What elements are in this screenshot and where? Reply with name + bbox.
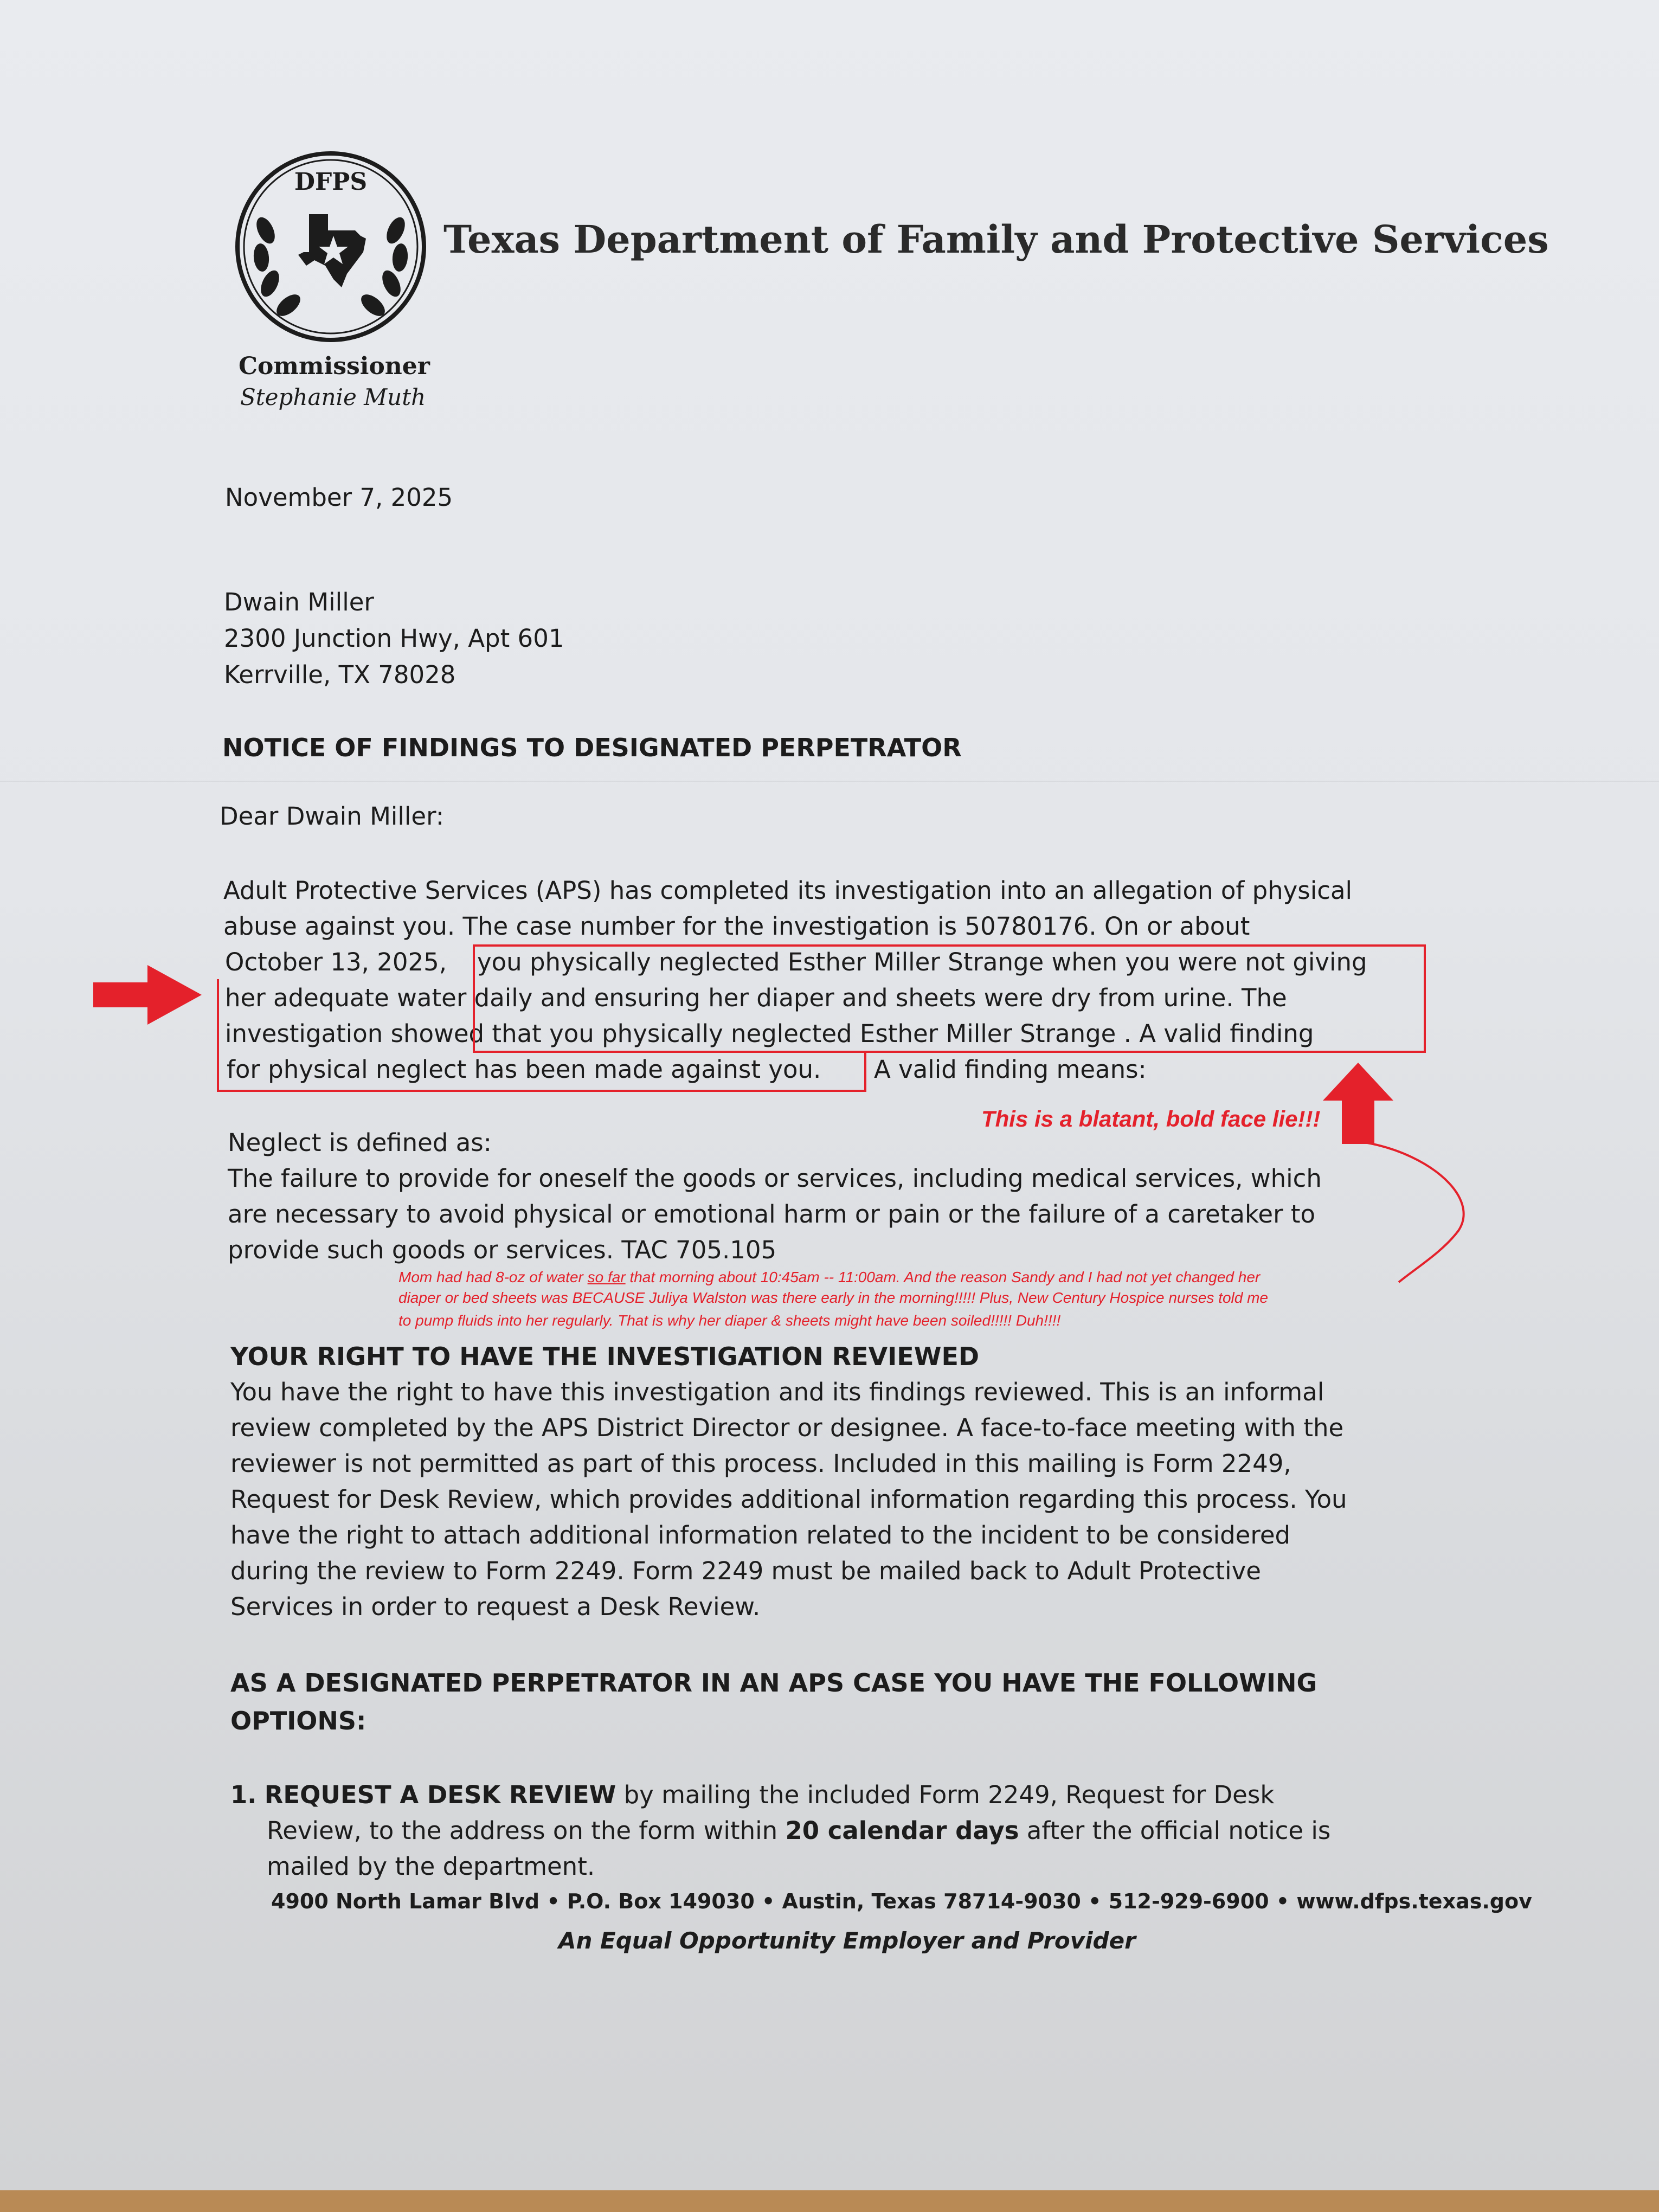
review-line-1: You have the right to have this investigation and its findings reviewed. This is an informal <box>230 1378 1324 1406</box>
option-1-line2-bold: 20 calendar days <box>785 1816 1019 1845</box>
salutation: Dear Dwain Miller: <box>220 802 444 831</box>
review-heading: YOUR RIGHT TO HAVE THE INVESTIGATION REVIEWED <box>230 1342 980 1371</box>
option-1-line-1 <box>230 1777 1274 1813</box>
footer-address: 4900 North Lamar Blvd • P.O. Box 149030 • Austin, Texas 78714-9030 • 512-929-6900 • www.dfps.texas.gov <box>271 1889 1532 1913</box>
annotation-lie-note: This is a blatant, bold face lie!!! <box>981 1106 1321 1131</box>
annotation-rebuttal-line-1 <box>398 1266 1260 1288</box>
option-1-number: 1. <box>230 1780 257 1809</box>
commissioner-name: Stephanie Muth <box>240 384 426 410</box>
commissioner-title: Commissioner <box>239 352 430 380</box>
option-1-line-3: mailed by the department. <box>267 1852 595 1881</box>
findings-line-6b: A valid finding means: <box>874 1055 1147 1084</box>
review-line-4: Request for Desk Review, which provides additional information regarding this process. You <box>230 1485 1347 1514</box>
annotation-connector-line <box>1366 1139 1475 1285</box>
footer-tagline: An Equal Opportunity Employer and Provider <box>558 1927 1136 1954</box>
rebuttal-text-underlined: so far <box>587 1269 626 1285</box>
neglect-line-3: provide such goods or services. TAC 705.105 <box>228 1236 777 1264</box>
option-1-line2-a: Review, to the address on the form within <box>267 1816 786 1845</box>
review-line-6: during the review to Form 2249. Form 2249 must be mailed back to Adult Protective <box>230 1557 1261 1585</box>
option-1-line2-b: after the official notice is <box>1019 1816 1331 1845</box>
rebuttal-text-b: that morning about 10:45am -- 11:00am. And the reason Sandy and I had not yet changed her <box>629 1269 1261 1285</box>
options-heading-line-2: OPTIONS: <box>230 1706 366 1735</box>
agency-name: Texas Department of Family and Protective Services <box>443 217 1549 262</box>
findings-line-5: investigation showed that you physically neglected Esther Miller Strange . A valid finding <box>225 1019 1314 1048</box>
recipient-name: Dwain Miller <box>224 588 374 616</box>
review-line-7: Services in order to request a Desk Review. <box>230 1592 761 1621</box>
option-1-line-2 <box>267 1813 1330 1849</box>
svg-text:DFPS: DFPS <box>294 168 368 196</box>
annotation-rebuttal-line-3: to pump fluids into her regularly. That is why her diaper & sheets might have been soiled!!!!! Duh!!!! <box>398 1312 1061 1329</box>
highlight-box-upper <box>473 944 1426 1053</box>
review-line-5: have the right to attach additional information related to the incident to be considered <box>230 1521 1291 1549</box>
neglect-line-2: are necessary to avoid physical or emotional harm or pain or the failure of a caretaker to <box>228 1200 1316 1229</box>
annotation-rebuttal-line-2: diaper or bed sheets was BECAUSE Juliya Walston was there early in the morning!!!!! Plus, New Century Hospice nurses told me <box>398 1289 1268 1306</box>
findings-line-3a: October 13, 2025, <box>225 948 447 976</box>
recipient-address-line2: Kerrville, TX 78028 <box>224 660 456 689</box>
options-heading-line-1: AS A DESIGNATED PERPETRATOR IN AN APS CASE YOU HAVE THE FOLLOWING <box>230 1668 1317 1697</box>
option-1-bold: REQUEST A DESK REVIEW <box>264 1780 616 1809</box>
rebuttal-text-a: Mom had had 8-oz of water <box>398 1269 583 1285</box>
neglect-line-1: The failure to provide for oneself the goods or services, including medical services, which <box>228 1164 1322 1193</box>
findings-line-1: Adult Protective Services (APS) has completed its investigation into an allegation of physical <box>223 876 1353 905</box>
letter-date: November 7, 2025 <box>225 483 453 512</box>
review-line-3: reviewer is not permitted as part of this process. Included in this mailing is Form 2249, <box>230 1449 1291 1478</box>
dfps-seal-logo <box>228 149 434 344</box>
pointer-arrow-up-icon <box>1323 1063 1393 1144</box>
pointer-arrow-right-icon <box>93 965 202 1025</box>
findings-line-2: abuse against you. The case number for the investigation is 50780176. On or about <box>223 912 1250 941</box>
findings-line-6: for physical neglect has been made against you. <box>227 1055 821 1084</box>
recipient-address-line1: 2300 Junction Hwy, Apt 601 <box>224 624 564 653</box>
neglect-heading: Neglect is defined as: <box>228 1128 492 1157</box>
option-1-text: by mailing the included Form 2249, Request for Desk <box>616 1780 1275 1809</box>
paper-fold <box>0 781 1659 782</box>
findings-line-4: her adequate water daily and ensuring her diaper and sheets were dry from urine. The <box>225 983 1287 1012</box>
notice-title: NOTICE OF FINDINGS TO DESIGNATED PERPETRATOR <box>222 733 962 762</box>
findings-line-3b: you physically neglected Esther Miller Strange when you were not giving <box>477 948 1367 976</box>
review-line-2: review completed by the APS District Director or designee. A face-to-face meeting with the <box>230 1413 1344 1442</box>
highlight-box-lower <box>217 1051 866 1092</box>
